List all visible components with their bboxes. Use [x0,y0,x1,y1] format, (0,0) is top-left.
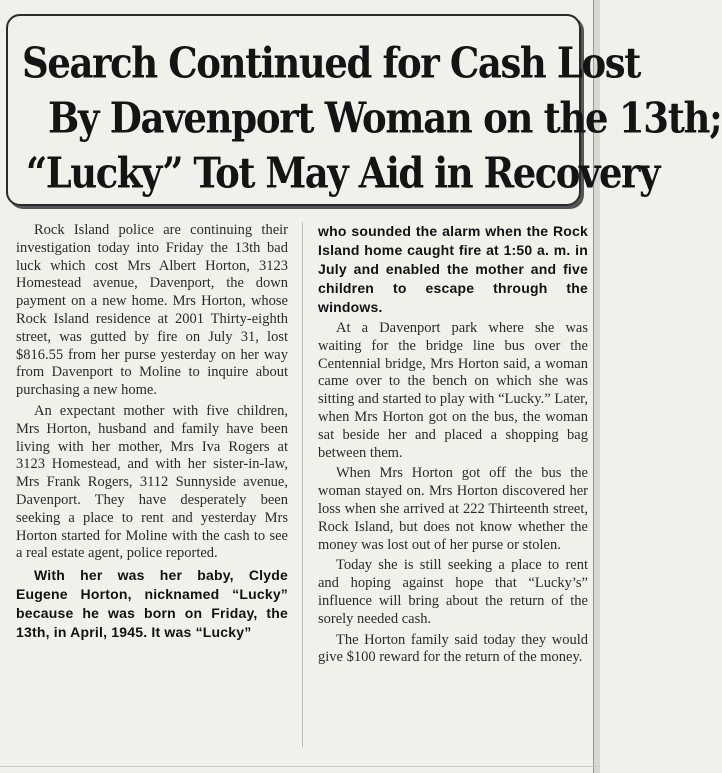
article-column-left [16,222,288,642]
paragraph: The Horton family said today they would give $100 reward for the return of the money. [318,631,588,666]
bold-paragraph: who sounded the alarm when the Rock Island home caught fire at 1:50 a. m. in July and enabled the mother and five children to escape through the windows. [318,223,588,315]
paragraph: When Mrs Horton got off the bus the woman stayed on. Mrs Horton discovered her loss when she arrived at 222 Thirteenth street, Rock Island, but does not know whether the money was lost out of her purse or stolen. [318,465,588,553]
article-column-right [318,222,588,667]
headline-line-3: “Lucky” Tot May Aid in Recovery [26,147,660,198]
headline-line-1: Search Continued for Cash Lost [22,37,640,88]
bottom-rule [0,766,600,767]
paragraph: At a Davenport park where she was waiting for the bridge line bus over the Centennial bridge, Mrs Horton said, a woman came over to the bench on which she was sitting and started to play with “Lucky.” Later, when Mrs Horton got on the bus, the woman sat beside her and placed a shopping bag between them. [318,320,588,461]
paragraph: Rock Island police are continuing their investigation today into Friday the 13th bad luck which cost Mrs Albert Horton, 3123 Homestead avenue, Davenport, the down payment on a new home. Mrs Horton, whose Rock Island residence at 2001 Thirty-eighth street, was gutted by fire on July 31, lost $816.55 from her purse yesterday on her way from Davenport to Moline to inquire about purchasing a new home. [16,222,288,399]
paragraph: Today she is still seeking a place to rent and hoping against hope that “Lucky’s” influence will bring about the return of the sorely needed cash. [318,557,588,627]
column-divider [302,222,303,747]
headline-line-2: By Davenport Woman on the 13th; [48,92,722,143]
headline-box [6,14,722,206]
bold-paragraph: With her was her baby, Clyde Eugene Horton, nicknamed “Lucky” because he was born on Friday, the 13th, in April, 1945. It was “Lucky” [16,567,288,641]
paragraph: An expectant mother with five children, Mrs Horton, husband and family have been living with her mother, Mrs Iva Rogers at 3123 Homestead, and with her sister-in-law, Mrs Frank Rogers, 3112 Sunnyside avenue, Davenport. They have desperately been seeking a place to rent and yesterday Mrs Horton started for Moline with the cash to see a real estate agent, police reported. [16,402,288,562]
